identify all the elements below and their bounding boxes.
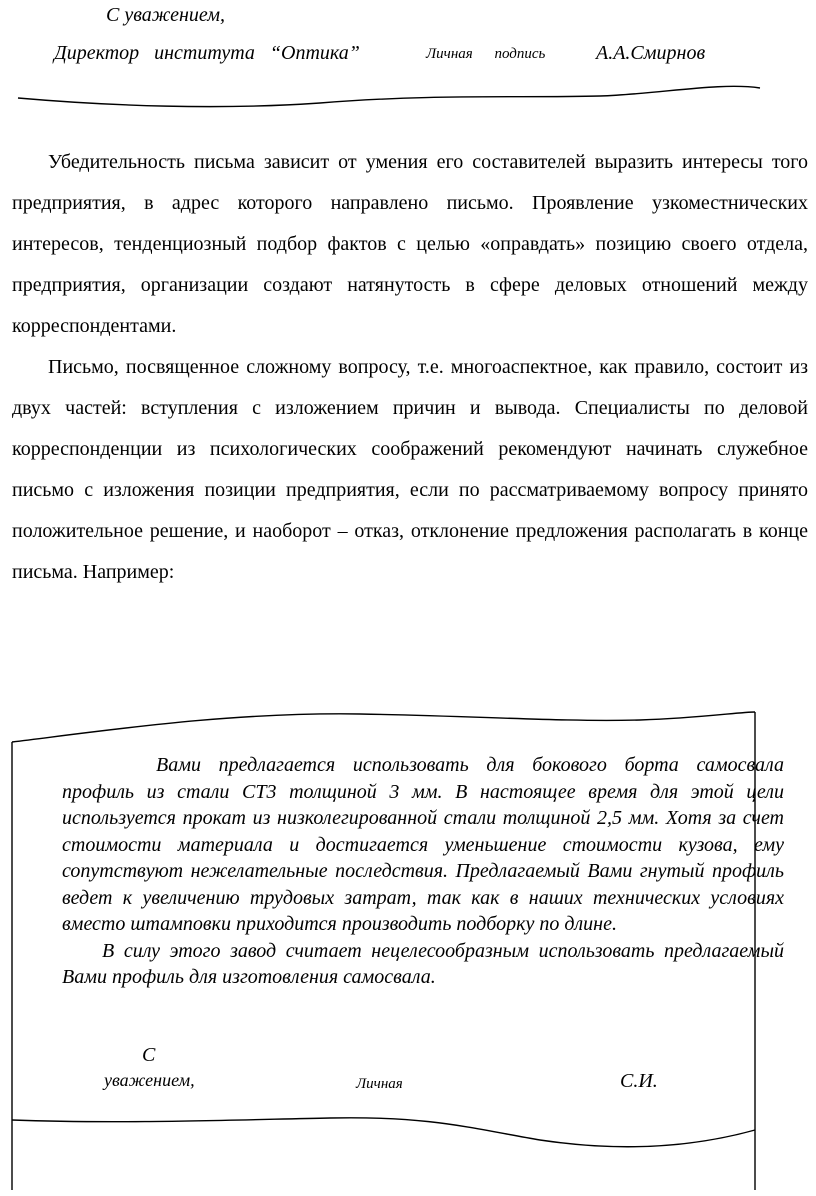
- letter-frame-top-edge: [12, 712, 755, 742]
- example-letter-text: [62, 752, 784, 991]
- body-paragraph: Письмо, посвященное сложному вопросу, т.е. многоаспектное, как правило, состоит из двух частей: вступления с изложением причин и вывода. Специалисты по деловой корреспонденции из психологических соображений рекомендуют начинать служебное письмо с изложения позиции предприятия, если по рассматриваемому вопросу принято положительное решение, и наоборот – отказ, отклонение предложения располагать в конце письма. Например:: [12, 356, 808, 583]
- letter-signature-label: Личная: [356, 1076, 403, 1092]
- body-text: [12, 142, 808, 593]
- top-greeting: С уважением,: [106, 4, 226, 26]
- letter-paragraph: В силу этого завод считает нецелесообразным использовать предлагаемый Вами профиль для изготовления самосвала.: [62, 939, 784, 988]
- top-name: А.А.Смирнов: [596, 42, 706, 64]
- letter-greeting-line2: уважением,: [104, 1070, 195, 1090]
- torn-edge-top-line: [18, 86, 760, 106]
- top-signature-label: Личная подпись: [426, 46, 546, 62]
- letter-initials: С.И.: [620, 1070, 658, 1092]
- body-paragraph: Убедительность письма зависит от умения его составителей выразить интересы того предприятия, в адрес которого направлено письмо. Проявление узкоместнических интересов, тенденциозный подбор фактов с целью «оправдать» позицию своего отдела, предприятия, организации создают натянутость в сфере деловых отношений между корреспондентами.: [12, 151, 808, 337]
- letter-frame-bottom-edge: [12, 1118, 755, 1147]
- top-position: Директор института “Оптика”: [54, 42, 360, 64]
- letter-greeting-line1: С: [142, 1044, 156, 1066]
- letter-paragraph: Вами предлагается использовать для бокового борта самосвала профиль из стали СТ3 толщиной 3 мм. В настоящее время для этой цели используется прокат из низколегированной стали толщиной 2,5 мм. Хотя за счет стоимости материала и достигается уменьшение стоимости кузова, ему сопутствуют нежелательные последствия. Предлагаемый Вами гнутый профиль ведет к увеличению трудовых затрат, так как в наших технических условиях вместо штамповки приходится производить подборку по длине.: [62, 754, 784, 935]
